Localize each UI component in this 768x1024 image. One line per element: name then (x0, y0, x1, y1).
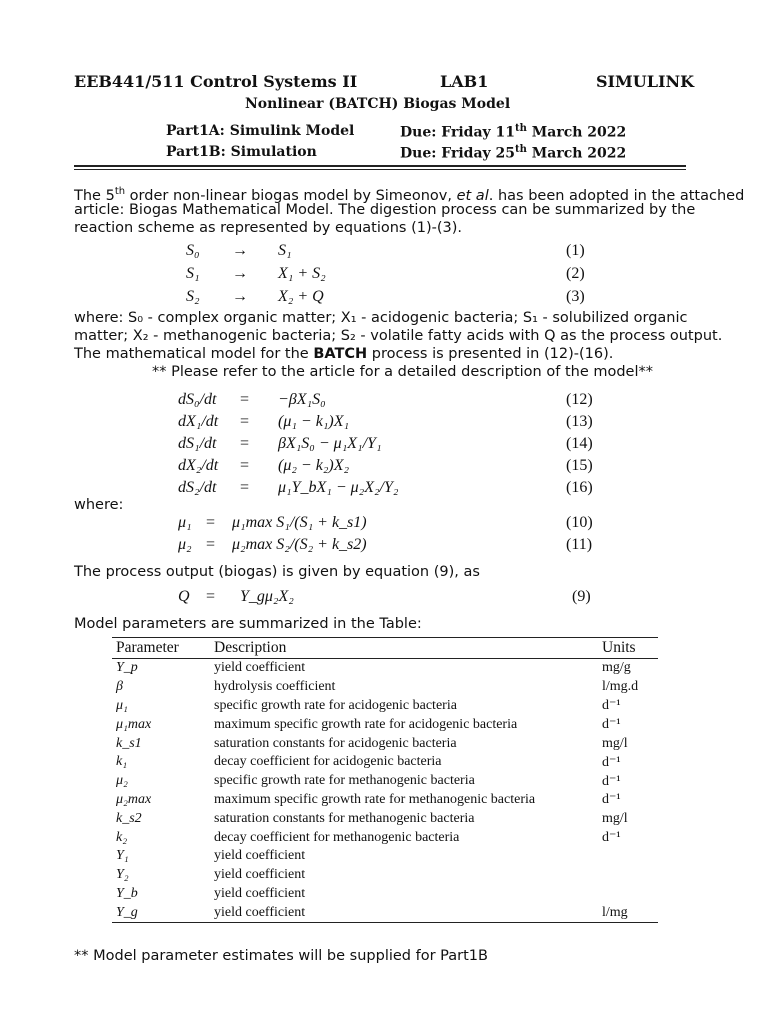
growth-10-number: (10) (566, 514, 593, 531)
lab-label: LAB1 (440, 72, 489, 91)
parameter-units: d⁻¹ (602, 698, 621, 714)
parameter-units: d⁻¹ (602, 773, 621, 789)
intro-line-1: The 5th order non-linear biogas model by Simeonov, et al. has been adopted in the attached (74, 186, 745, 204)
reaction-2-rhs: X₁ + S₂ (278, 265, 326, 282)
parameter-description: saturation constants for acidogenic bacteria (214, 735, 457, 751)
growth-11-lhs: μ₂ (178, 536, 192, 553)
table-row (112, 753, 658, 772)
parameter-description: maximum specific growth rate for acidogenic bacteria (214, 716, 518, 732)
ode-12-number: (12) (566, 391, 593, 408)
reaction-2-number: (2) (566, 265, 585, 282)
parameter-symbol: Y₁ (116, 848, 129, 864)
parameter-symbol: μ₂max (116, 791, 152, 807)
parameter-description: yield coefficient (214, 660, 306, 676)
definitions-line-2: matter; X₂ - methanogenic bacteria; S₂ - volatile fatty acids with Q as the process output. (74, 328, 723, 344)
parameter-description: yield coefficient (210, 903, 598, 922)
output-eq-equals: = (206, 588, 216, 605)
parameter-symbol: β (116, 679, 123, 695)
table-row (112, 659, 658, 678)
parameter-description: decay coefficient for methanogenic bacteria (214, 829, 460, 845)
intro-line-3: reaction scheme as represented by equations (1)-(3). (74, 220, 463, 236)
ode-15-equals: = (240, 457, 250, 474)
reaction-3-lhs: S₂ (186, 288, 200, 305)
parameter-description: specific growth rate for methanogenic bacteria (214, 773, 475, 789)
document-subtitle: Nonlinear (BATCH) Biogas Model (245, 96, 511, 112)
ode-12-lhs: dS₀/dt (178, 391, 217, 408)
parameter-units: mg/l (602, 810, 628, 826)
output-eq-lhs: Q (178, 588, 190, 605)
parameter-symbol: Y_p (116, 660, 138, 676)
parameter-units: d⁻¹ (602, 830, 621, 846)
parameter-description: decay coefficient for acidogenic bacteria (214, 754, 442, 770)
tool-label: SIMULINK (596, 72, 694, 91)
parameter-symbol: k_s2 (116, 810, 142, 826)
ode-15-number: (15) (566, 457, 593, 474)
growth-10-rhs: μ₁max S₁/(S₁ + k_s1) (232, 514, 367, 531)
table-row (112, 697, 658, 716)
ode-14-number: (14) (566, 435, 593, 452)
parameter-symbol: k₂ (116, 829, 128, 845)
table-row (112, 885, 658, 904)
course-title: EEB441/511 Control Systems II (74, 72, 358, 91)
table-row (112, 715, 658, 734)
header-description: Description (210, 638, 598, 659)
reaction-3-number: (3) (566, 288, 585, 305)
parameter-description: hydrolysis coefficient (214, 679, 336, 695)
part1b-due: Due: Friday 25th March 2022 (400, 144, 627, 162)
part1a-label: Part1A: Simulink Model (166, 123, 355, 139)
table-row (112, 903, 658, 922)
parameter-units: d⁻¹ (602, 792, 621, 808)
footer-note: ** Model parameter estimates will be supplied for Part1B (74, 948, 488, 964)
parameter-units: d⁻¹ (602, 717, 621, 733)
growth-10-equals: = (206, 514, 216, 531)
output-text: The process output (biogas) is given by equation (9), as (74, 564, 480, 580)
table-header-row (112, 638, 658, 659)
ode-16-lhs: dS₂/dt (178, 479, 217, 496)
output-eq-rhs: Y_gμ₂X₂ (240, 588, 294, 605)
parameter-units (598, 866, 658, 885)
ode-16-rhs: μ₁Y_bX₁ − μ₂X₂/Y₂ (278, 479, 399, 496)
growth-11-equals: = (206, 536, 216, 553)
header-units: Units (598, 638, 658, 659)
table-row (112, 791, 658, 810)
ode-12-equals: = (240, 391, 250, 408)
reaction-3-arrow: → (232, 288, 248, 305)
growth-11-number: (11) (566, 536, 593, 553)
header-divider-bottom (74, 169, 686, 170)
growth-11-rhs: μ₂max S₂/(S₂ + k_s2) (232, 536, 367, 553)
parameter-description: yield coefficient (214, 885, 306, 901)
reaction-1-lhs: S₀ (186, 242, 200, 259)
ode-15-rhs: (μ₂ − k₂)X₂ (278, 457, 350, 474)
parameter-symbol: k_s1 (116, 735, 142, 751)
reaction-3-rhs: X₂ + Q (278, 288, 324, 305)
reaction-1-rhs: S₁ (278, 242, 292, 259)
ode-13-equals: = (240, 413, 250, 430)
parameter-units: l/mg.d (602, 679, 639, 695)
parameter-units (598, 885, 658, 904)
output-eq-number: (9) (572, 588, 591, 605)
parameter-units: mg/g (602, 660, 631, 676)
parameter-units: mg/l (602, 735, 628, 751)
ode-14-rhs: βX₁S₀ − μ₁X₁/Y₁ (278, 435, 382, 452)
table-row (112, 866, 658, 885)
parameter-symbol: μ₂ (116, 773, 128, 789)
ode-14-equals: = (240, 435, 250, 452)
reaction-2-lhs: S₁ (186, 265, 200, 282)
parameter-table (112, 637, 658, 923)
parameter-symbol: Y_g (112, 903, 210, 922)
parameter-units: d⁻¹ (602, 754, 621, 770)
parameter-units (598, 847, 658, 866)
header-divider-top (74, 165, 686, 167)
ode-16-equals: = (240, 479, 250, 496)
growth-10-lhs: μ₁ (178, 514, 192, 531)
reaction-1-arrow: → (232, 242, 248, 259)
parameter-symbol: k₁ (116, 754, 128, 770)
parameter-description: specific growth rate for acidogenic bacteria (214, 697, 457, 713)
parameter-symbol: Y₂ (116, 867, 129, 883)
definitions-line-3: The mathematical model for the BATCH process is presented in (12)-(16). (74, 346, 614, 362)
table-row (112, 847, 658, 866)
ode-16-number: (16) (566, 479, 593, 496)
ode-12-rhs: −βX₁S₀ (278, 391, 326, 408)
header-parameter: Parameter (112, 638, 210, 659)
table-row (112, 772, 658, 791)
reaction-1-number: (1) (566, 242, 585, 259)
ode-13-rhs: (μ₁ − k₁)X₁ (278, 413, 350, 430)
ode-13-lhs: dX₁/dt (178, 413, 219, 430)
definitions-line-1: where: S₀ - complex organic matter; X₁ - acidogenic bacteria; S₁ - solubilized organic (74, 310, 688, 326)
parameter-units: l/mg (598, 903, 658, 922)
parameter-description: yield coefficient (214, 848, 306, 864)
parameter-symbol: μ₁ (116, 697, 128, 713)
table-row (112, 809, 658, 828)
parameter-description: maximum specific growth rate for methanogenic bacteria (214, 791, 536, 807)
table-row (112, 734, 658, 753)
table-row (112, 828, 658, 847)
parameter-symbol: μ₁max (116, 716, 152, 732)
table-row (112, 678, 658, 697)
ode-15-lhs: dX₂/dt (178, 457, 219, 474)
part1b-label: Part1B: Simulation (166, 144, 317, 160)
reaction-2-arrow: → (232, 265, 248, 282)
article-note: ** Please refer to the article for a detailed description of the model** (152, 364, 653, 380)
part1a-due: Due: Friday 11th March 2022 (400, 123, 627, 141)
parameter-description: saturation constants for methanogenic bacteria (214, 810, 475, 826)
ode-13-number: (13) (566, 413, 593, 430)
ode-14-lhs: dS₁/dt (178, 435, 217, 452)
where-label: where: (74, 497, 124, 513)
parameter-symbol: Y_b (116, 885, 138, 901)
parameter-description: yield coefficient (214, 867, 306, 883)
table-intro: Model parameters are summarized in the Table: (74, 616, 422, 632)
intro-line-2: article: Biogas Mathematical Model. The digestion process can be summarized by the (74, 202, 696, 218)
